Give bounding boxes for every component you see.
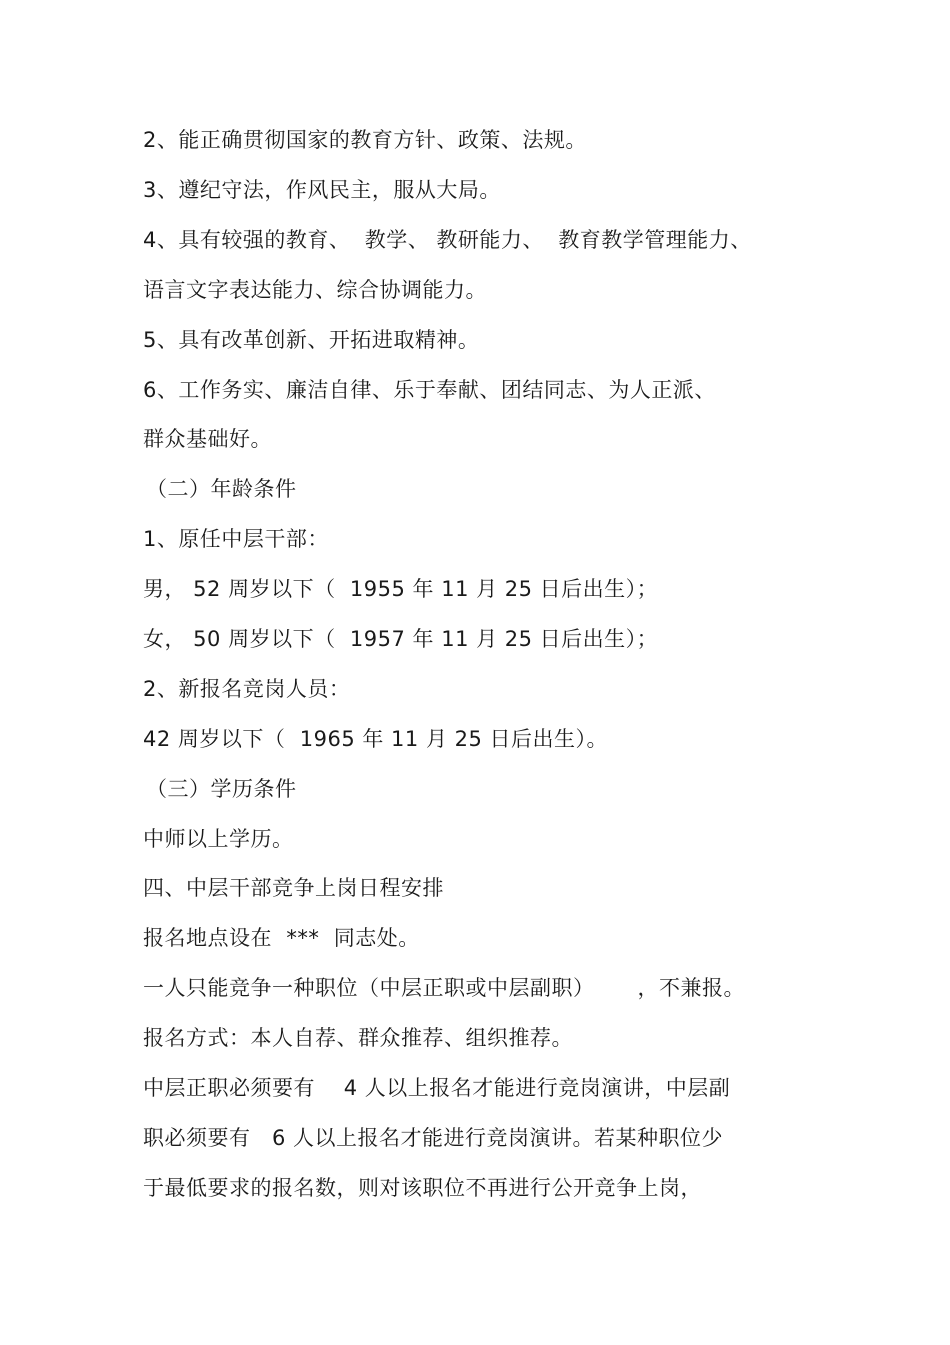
text-line: 6、工作务实、廉洁自律、乐于奉献、团结同志、为人正派、: [143, 378, 716, 402]
text-line: 3、遵纪守法，作风民主，服从大局。: [143, 178, 501, 202]
text-line: 一人只能竞争一种职位（中层正职或中层副职） ，不兼报。: [143, 976, 746, 1000]
text-line: 中师以上学历。: [143, 827, 294, 851]
text-line: 男， 52 周岁以下（ 1955 年 11 月 25 日后出生）；: [143, 577, 659, 601]
text-line: 报名地点设在 *** 同志处。: [143, 926, 420, 950]
section-heading: 四、中层干部竞争上岗日程安排: [143, 876, 444, 900]
text-line: 语言文字表达能力、综合协调能力。: [143, 278, 487, 302]
text-line: 5、具有改革创新、开拓进取精神。: [143, 328, 480, 352]
text-line: 于最低要求的报名数，则对该职位不再进行公开竞争上岗，: [143, 1176, 702, 1200]
text-line: 女， 50 周岁以下（ 1957 年 11 月 25 日后出生）；: [143, 627, 659, 651]
text-line: 1、原任中层干部：: [143, 527, 329, 551]
text-line: 2、新报名竞岗人员：: [143, 677, 351, 701]
text-line: 职必须要有 6 人以上报名才能进行竞岗演讲。若某种职位少: [143, 1126, 724, 1150]
text-line: 报名方式：本人自荐、群众推荐、组织推荐。: [143, 1026, 573, 1050]
text-line: 4、具有较强的教育、 教学、 教研能力、 教育教学管理能力、: [143, 228, 752, 252]
section-heading: （三）学历条件: [146, 777, 297, 801]
text-line: 2、能正确贯彻国家的教育方针、政策、法规。: [143, 128, 587, 152]
section-heading: （二）年龄条件: [146, 477, 297, 501]
text-line: 中层正职必须要有 4 人以上报名才能进行竞岗演讲，中层副: [143, 1076, 731, 1100]
text-line: 42 周岁以下（ 1965 年 11 月 25 日后出生）。: [143, 727, 609, 751]
text-line: 群众基础好。: [143, 427, 272, 451]
